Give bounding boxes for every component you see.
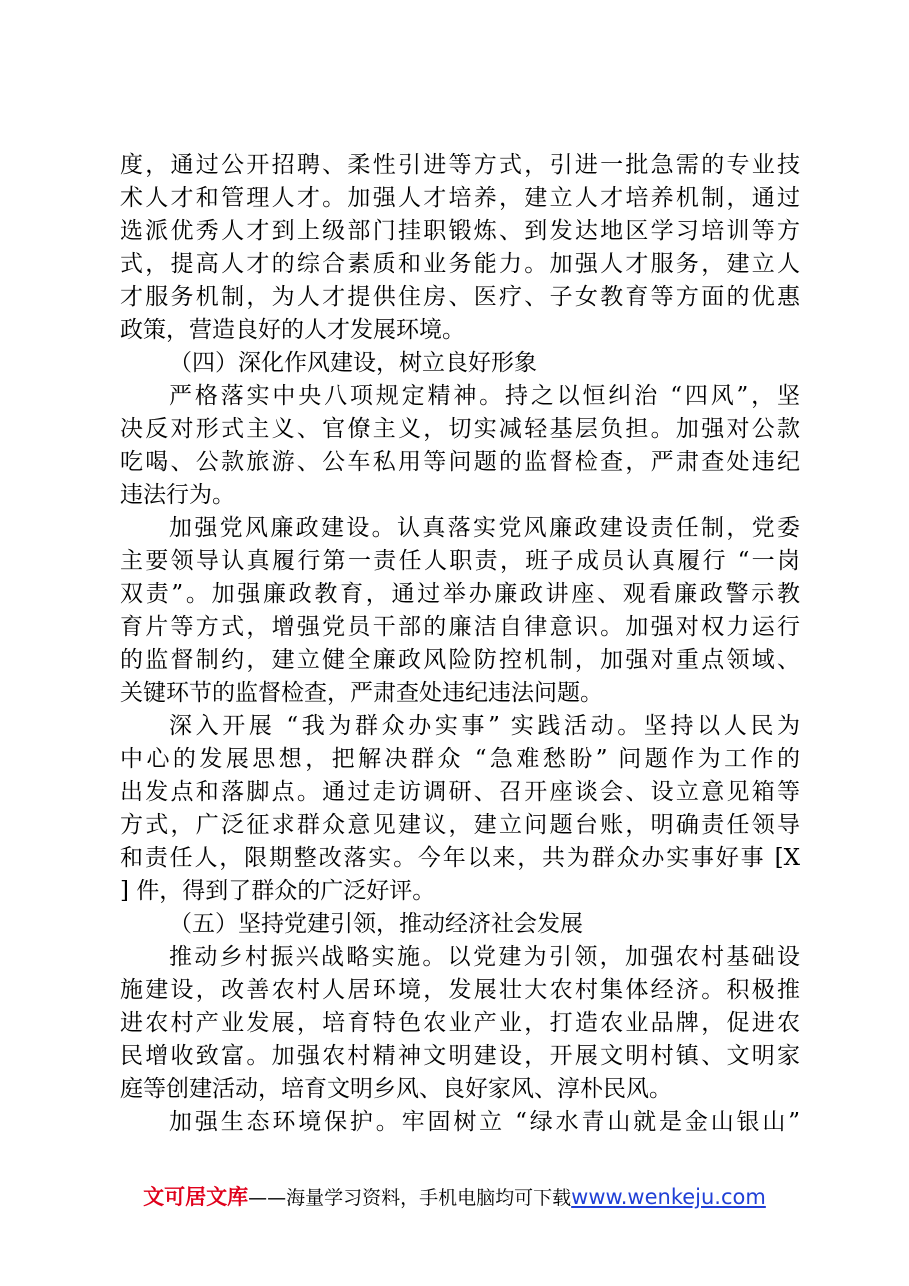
text-line: 术人才和管理人才。加强人才培养，建立人才培养机制，通过 bbox=[120, 185, 800, 211]
footer-brand: 文可居文库 bbox=[143, 1185, 249, 1209]
footer-tagline: ——海量学习资料，手机电脑均可下载 bbox=[248, 1187, 572, 1209]
text-line: 政策，营造良好的人才发展环境。 bbox=[120, 317, 465, 343]
text-line: 双责”。加强廉政教育，通过举办廉政讲座、观看廉政警示教 bbox=[120, 581, 800, 607]
footer-link[interactable]: www.wenkeju.com bbox=[571, 1185, 766, 1209]
text-line: 选派优秀人才到上级部门挂职锻炼、到发达地区学习培训等方 bbox=[120, 218, 800, 244]
text-line: 施建设，改善农村人居环境，发展壮大农村集体经济。积极推 bbox=[120, 977, 800, 1003]
section-heading-five: （五）坚持党建引领，推动经济社会发展 bbox=[169, 911, 583, 937]
text-line: 方式，广泛征求群众意见建议，建立问题台账，明确责任领导 bbox=[120, 812, 800, 838]
text-line: 吃喝、公款旅游、公车私用等问题的监督检查，严肃查处违纪 bbox=[120, 449, 800, 475]
text-line: 推动乡村振兴战略实施。以党建为引领，加强农村基础设 bbox=[169, 944, 800, 970]
text-line: 违法行为。 bbox=[120, 482, 235, 508]
text-line: 度，通过公开招聘、柔性引进等方式，引进一批急需的专业技 bbox=[120, 152, 800, 178]
text-line: 式，提高人才的综合素质和业务能力。加强人才服务，建立人 bbox=[120, 251, 800, 277]
section-heading-four: （四）深化作风建设，树立良好形象 bbox=[169, 350, 537, 376]
text-line: 庭等创建活动，培育文明乡风、良好家风、淳朴民风。 bbox=[120, 1076, 672, 1102]
text-line: 中心的发展思想，把解决群众 “急难愁盼” 问题作为工作的 bbox=[120, 746, 800, 772]
text-line: 加强党风廉政建设。认真落实党风廉政建设责任制，党委 bbox=[169, 515, 800, 541]
text-line: ] 件，得到了群众的广泛好评。 bbox=[120, 878, 436, 904]
text-line: 和责任人，限期整改落实。今年以来，共为群众办实事好事 [X bbox=[120, 845, 800, 871]
text-line: 关键环节的监督检查，严肃查处违纪违法问题。 bbox=[120, 680, 603, 706]
text-line: 决反对形式主义、官僚主义，切实减轻基层负担。加强对公款 bbox=[120, 416, 800, 442]
footer-banner bbox=[0, 1181, 909, 1211]
text-line: 深入开展 “我为群众办实事” 实践活动。坚持以人民为 bbox=[169, 713, 800, 739]
text-line: 主要领导认真履行第一责任人职责，班子成员认真履行 “一岗 bbox=[120, 548, 800, 574]
text-line: 育片等方式，增强党员干部的廉洁自律意识。加强对权力运行 bbox=[120, 614, 800, 640]
text-line: 民增收致富。加强农村精神文明建设，开展文明村镇、文明家 bbox=[120, 1043, 800, 1069]
text-line: 进农村产业发展，培育特色农业产业，打造农业品牌，促进农 bbox=[120, 1010, 800, 1036]
text-line: 的监督制约，建立健全廉政风险防控机制，加强对重点领域、 bbox=[120, 647, 800, 673]
text-line: 严格落实中央八项规定精神。持之以恒纠治 “四风”，坚 bbox=[169, 383, 800, 409]
text-line: 加强生态环境保护。牢固树立 “绿水青山就是金山银山” bbox=[169, 1109, 800, 1135]
text-line: 才服务机制，为人才提供住房、医疗、子女教育等方面的优惠 bbox=[120, 284, 800, 310]
text-line: 出发点和落脚点。通过走访调研、召开座谈会、设立意见箱等 bbox=[120, 779, 800, 805]
